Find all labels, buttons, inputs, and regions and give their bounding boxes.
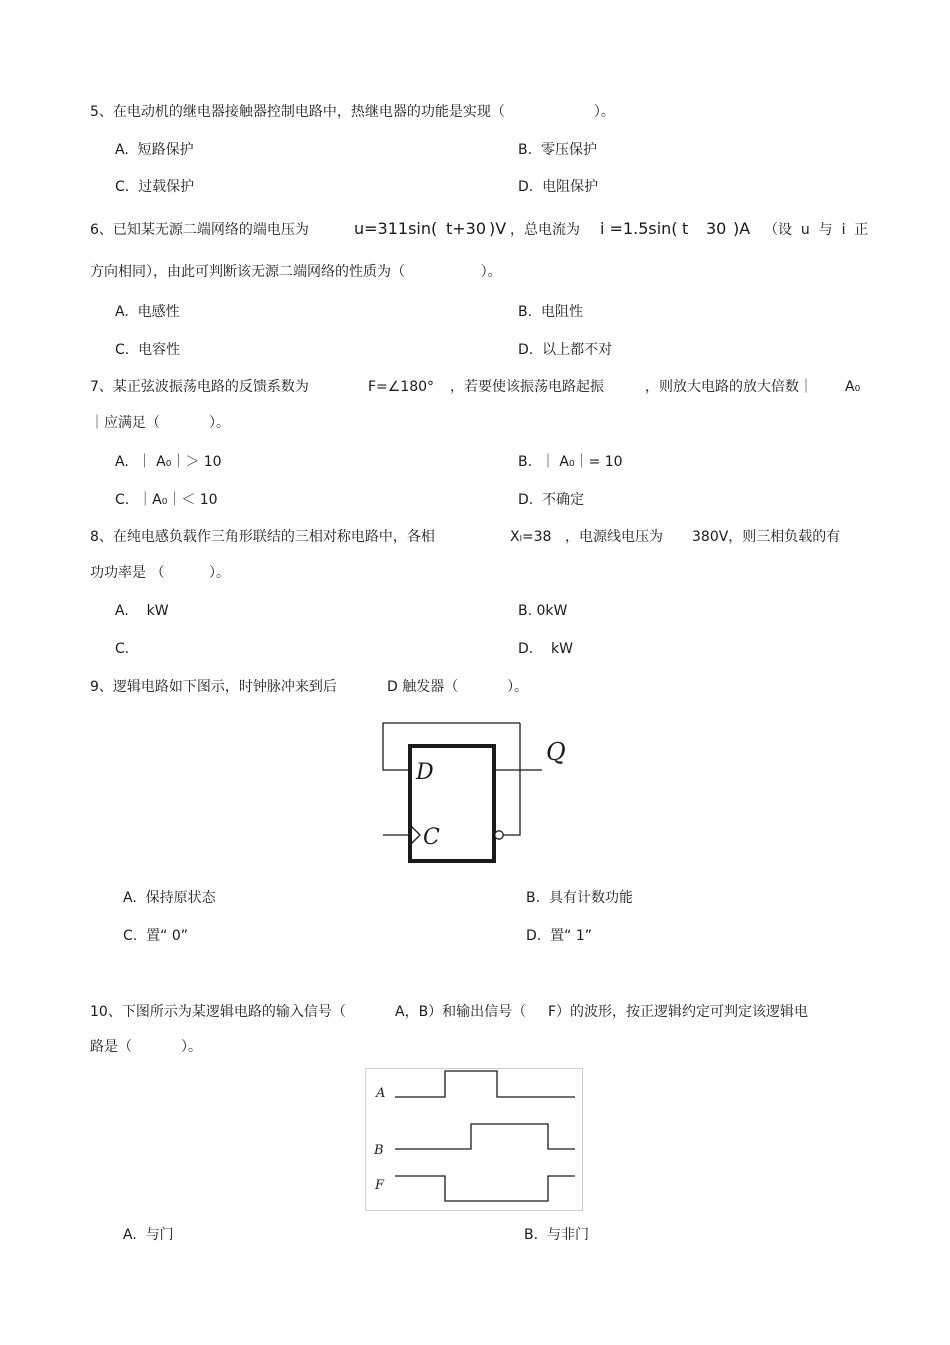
q8-stem-mid: ，电源线电压为 (565, 529, 663, 545)
q6-option-d: D. 以上都不对 (518, 342, 613, 358)
q9-option-d: D. 置“ 1” (526, 928, 592, 944)
qbar-feedback-wire (503, 723, 520, 835)
q8-option-d: D. kW (518, 641, 573, 657)
q6-voltage-phase: t+30 (446, 219, 487, 238)
q10-stem-lead: 10、下图所示为某逻辑电路的输入信号（ (90, 1004, 346, 1020)
q6-stem-line2: 方向相同），由此可判断该无源二端网络的性质为（ ）。 (90, 264, 502, 280)
q6-current-unit: )A (733, 219, 751, 238)
q6-current-t: t (682, 219, 689, 238)
q8-stem-lead: 8、在纯电感负载作三角形联结的三相对称电路中，各相 (90, 529, 435, 545)
label-b: B (374, 1143, 384, 1158)
q5-option-b: B. 零压保护 (518, 142, 597, 158)
label-f: F (375, 1178, 385, 1193)
q6-current-phase: 30 (706, 219, 727, 238)
q9-option-b: B. 具有计数功能 (526, 890, 633, 906)
q7-option-a: A. ｜ A₀｜＞ 10 (115, 454, 222, 470)
q7-stem-lead: 7、某正弦波振荡电路的反馈系数为 (90, 379, 309, 395)
q7-stem-mid: ，若要使该振荡电路起振 (450, 379, 604, 395)
q5-option-c: C. 过载保护 (115, 179, 195, 195)
q8-reactance: Xₗ=38 (510, 529, 552, 545)
q6-voltage-unit: )V (489, 219, 507, 238)
q7-stem-line2: ｜应满足（ ）。 (90, 415, 230, 431)
q5-option-d: D. 电阻保护 (518, 179, 599, 195)
q6-stem-tail: （设 u 与 i 正 (764, 222, 869, 238)
q9-stem-tail: D 触发器（ ）。 (387, 679, 529, 695)
q6-current-expr: i =1.5sin( (600, 219, 678, 238)
q-output-label: Q (546, 738, 566, 766)
q6-option-a: A. 电感性 (115, 304, 180, 320)
q7-option-d: D. 不确定 (518, 492, 585, 508)
q7-option-c: C. ｜A₀｜＜ 10 (115, 492, 218, 508)
q10-stem-tail: F）的波形，按正逻辑约定可判定该逻辑电 (548, 1004, 809, 1020)
q6-voltage-expr: u=311sin( (354, 219, 438, 238)
c-input-label: C (423, 825, 440, 850)
q8-stem-line2: 功功率是 （ ）。 (90, 565, 230, 581)
q5-option-a: A. 短路保护 (115, 142, 194, 158)
q6-stem-lead: 6、已知某无源二端网络的端电压为 (90, 222, 309, 238)
q8-option-a: A. kW (115, 603, 169, 619)
q7-stem-mid2: ，则放大电路的放大倍数｜ (645, 379, 813, 395)
q10-option-b: B. 与非门 (524, 1227, 589, 1243)
q9-stem-lead: 9、逻辑电路如下图示，时钟脉冲来到后 (90, 679, 337, 695)
q10-stem-mid: A，B）和输出信号（ (395, 1004, 527, 1020)
q6-option-c: C. 电容性 (115, 342, 181, 358)
q8-stem-tail: 380V，则三相负载的有 (692, 529, 841, 545)
q5-stem: 5、在电动机的继电器接触器控制电路中，热继电器的功能是实现（ ）。 (90, 104, 615, 120)
q6-stem-mid: ，总电流为 (510, 222, 580, 238)
q10-option-a: A. 与门 (123, 1227, 174, 1243)
q6-option-b: B. 电阻性 (518, 304, 583, 320)
q7-option-b: B. ｜ A₀｜= 10 (518, 454, 623, 470)
label-a: A (376, 1086, 386, 1101)
waveform-diagram (365, 1068, 583, 1211)
qbar-bubble (495, 831, 503, 839)
d-flip-flop-diagram (370, 715, 580, 870)
q7-gain-symbol: A₀ (845, 379, 861, 395)
q8-option-c: C. (115, 641, 130, 657)
q9-option-c: C. 置“ 0” (123, 928, 188, 944)
q9-option-a: A. 保持原状态 (123, 890, 216, 906)
q8-option-b: B. 0kW (518, 603, 568, 619)
q10-stem-line2: 路是（ ）。 (90, 1039, 202, 1055)
q7-feedback-expr: F=∠180° (368, 379, 435, 395)
d-input-label: D (416, 760, 434, 785)
